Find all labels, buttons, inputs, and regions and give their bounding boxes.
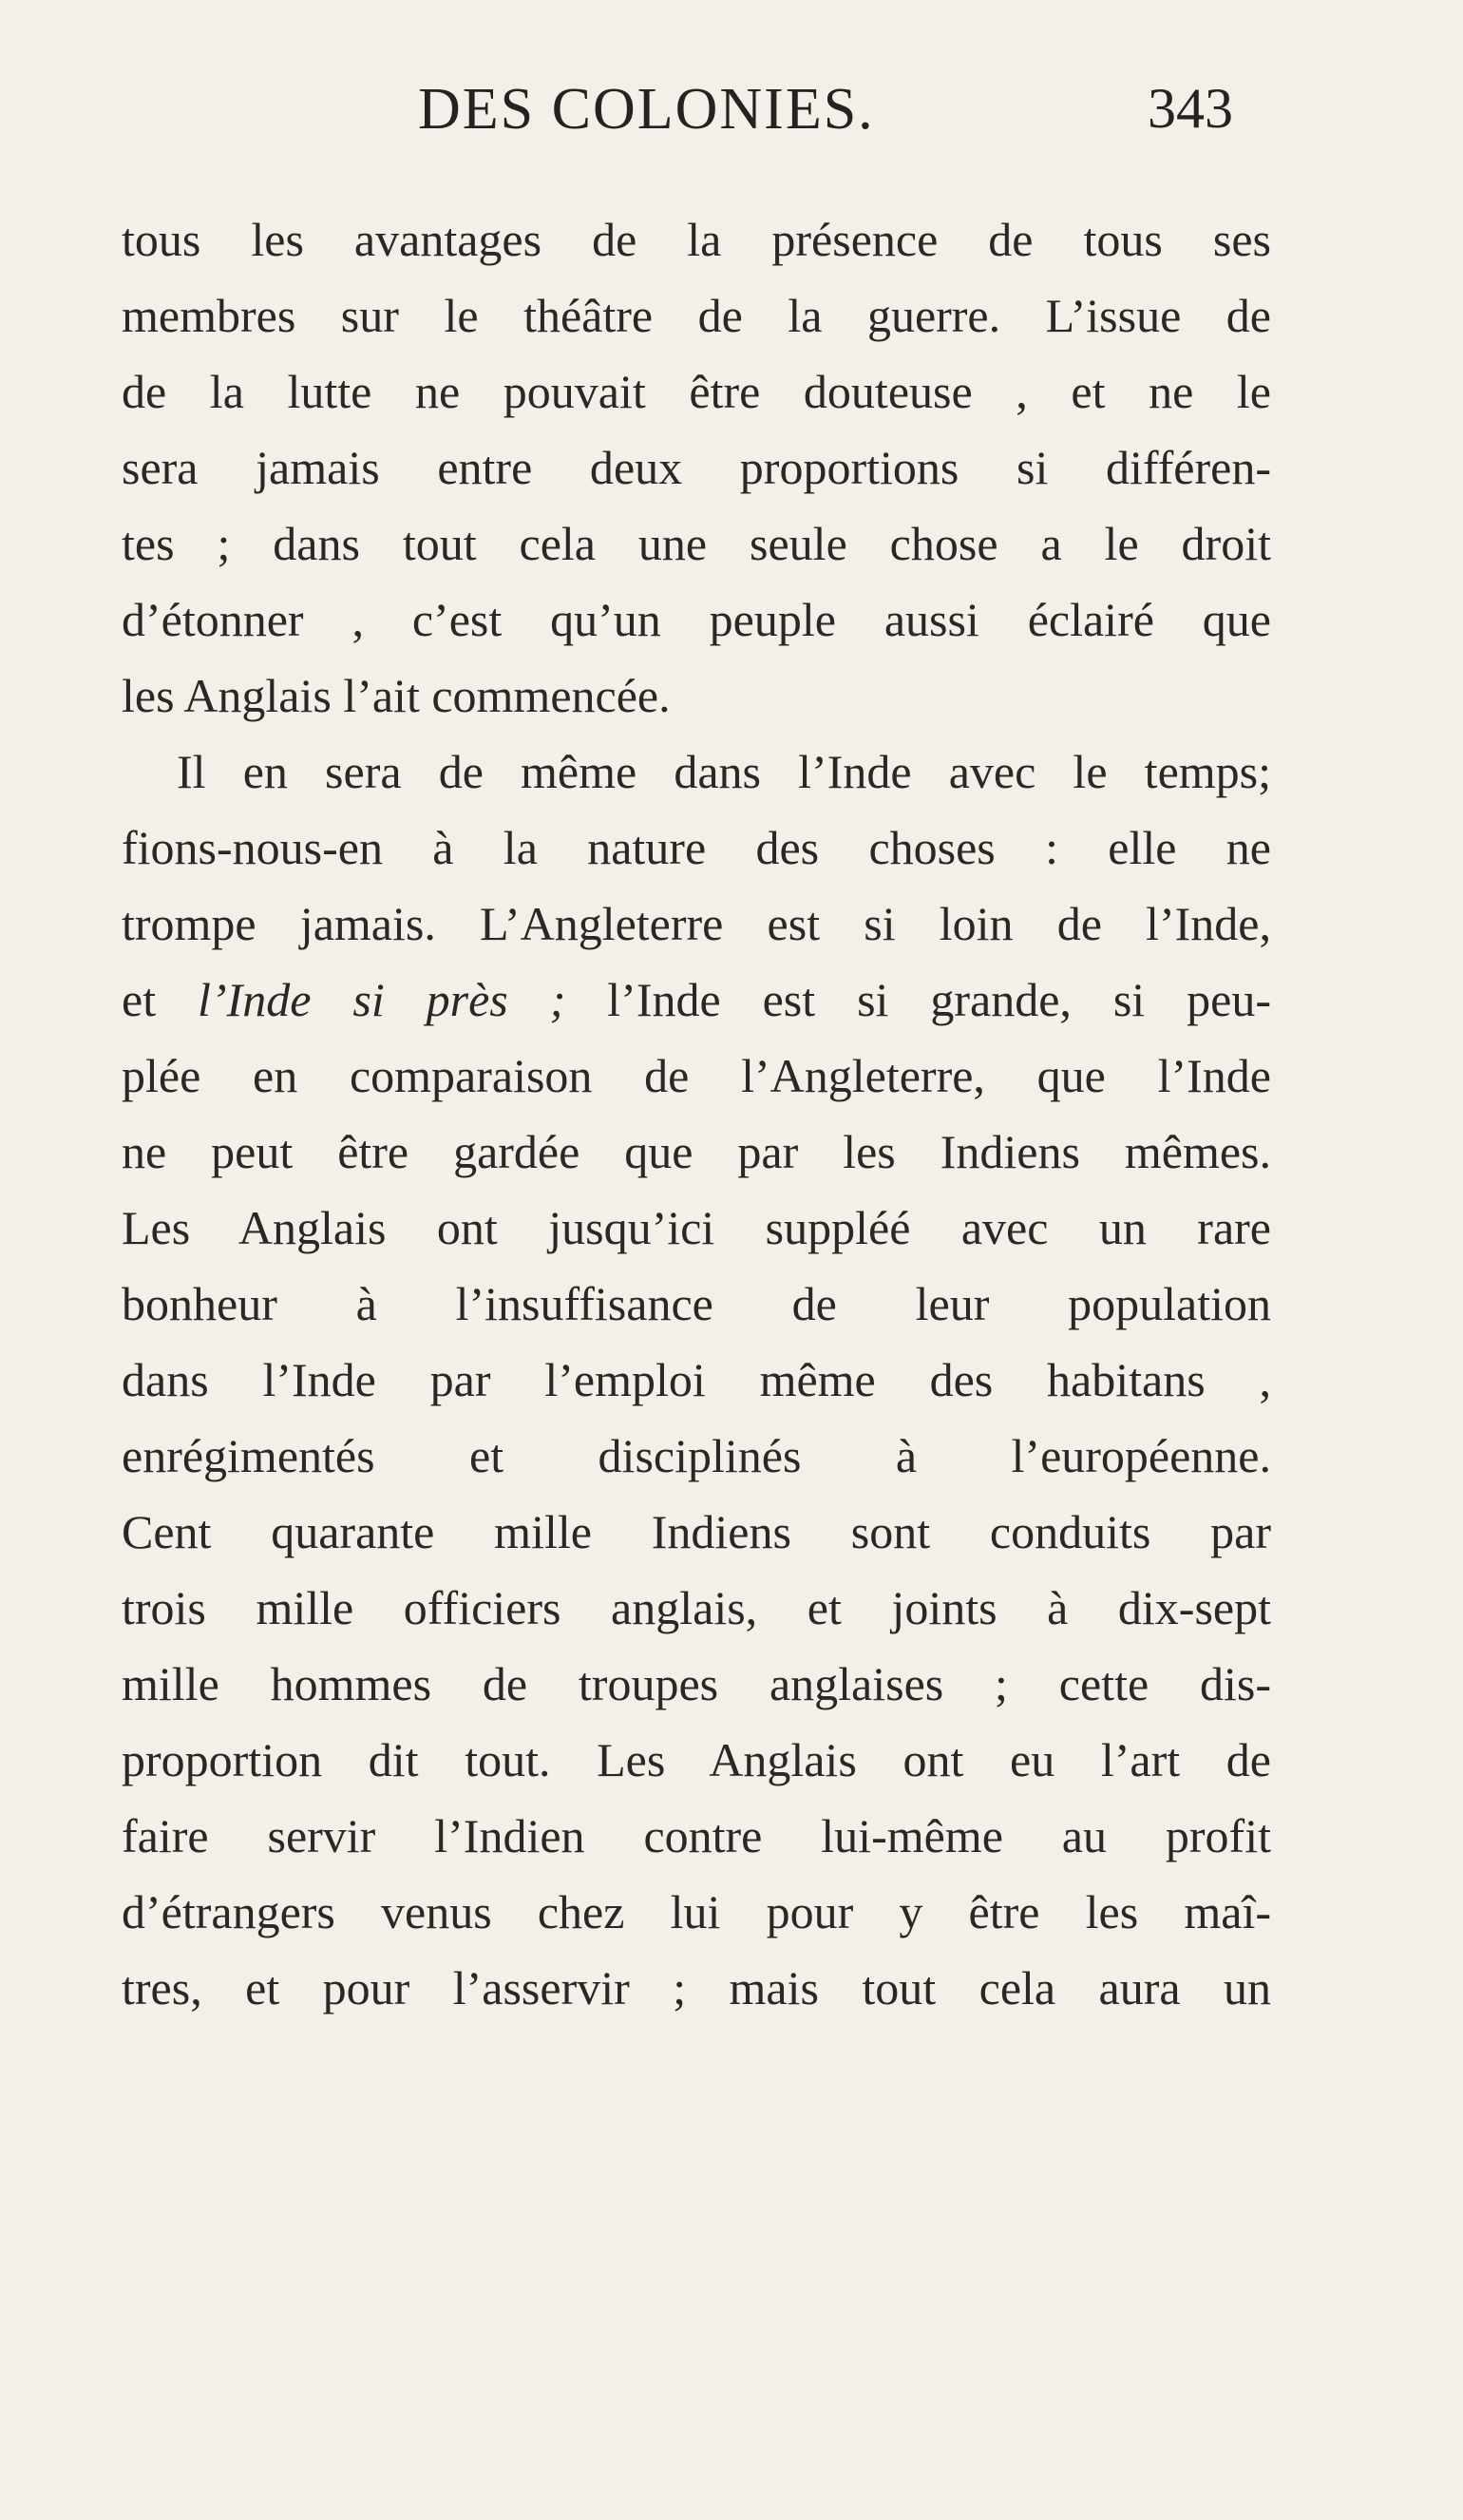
text-line: fions-nous-en à la nature des choses : elle ne xyxy=(122,821,1271,874)
text-line: plée en comparaison de l’Angleterre, que l’Inde xyxy=(122,1049,1271,1102)
text-line: d’étrangers venus chez lui pour y être les maî- xyxy=(122,1885,1271,1938)
text-line: mille hommes de troupes anglaises ; cette dis- xyxy=(122,1657,1271,1710)
text-line-with-italic xyxy=(122,962,1271,1038)
text-line: dans l’Inde par l’emploi même des habitans , xyxy=(122,1353,1271,1406)
body-text xyxy=(122,201,1271,2026)
text-line: de la lutte ne pouvait être douteuse , et ne le xyxy=(122,365,1271,418)
text-fragment: et xyxy=(122,973,199,1026)
text-line: tous les avantages de la présence de tous ses xyxy=(122,213,1271,266)
text-fragment: l’Inde est si grande, si peu- xyxy=(565,973,1271,1026)
page-header xyxy=(0,76,1463,162)
page-number: 343 xyxy=(1148,77,1233,140)
text-line: les Anglais l’ait commencée. xyxy=(122,669,671,722)
text-line: Les Anglais ont jusqu’ici suppléé avec un rare xyxy=(122,1201,1271,1254)
text-line: proportion dit tout. Les Anglais ont eu l’art de xyxy=(122,1733,1271,1786)
text-line: trois mille officiers anglais, et joints à dix-sept xyxy=(122,1581,1271,1634)
text-line: enrégimentés et disciplinés à l’européenne. xyxy=(122,1429,1271,1482)
text-line: d’étonner , c’est qu’un peuple aussi éclairé que xyxy=(122,593,1271,646)
running-title: DES COLONIES. xyxy=(418,77,875,142)
text-line: faire servir l’Indien contre lui-même au profit xyxy=(122,1809,1271,1862)
text-line: Cent quarante mille Indiens sont conduits par xyxy=(122,1505,1271,1558)
paragraph-start-line: Il en sera de même dans l’Inde avec le temps; xyxy=(177,745,1271,798)
text-line: tres, et pour l’asservir ; mais tout cela aura un xyxy=(122,1961,1271,2014)
text-line: trompe jamais. L’Angleterre est si loin de l’Inde, xyxy=(122,897,1271,950)
italic-fragment: l’Inde si près ; xyxy=(198,973,566,1026)
text-line: membres sur le théâtre de la guerre. L’issue de xyxy=(122,289,1271,342)
text-line: bonheur à l’insuffisance de leur population xyxy=(122,1277,1271,1330)
text-line: tes ; dans tout cela une seule chose a le droit xyxy=(122,517,1271,570)
text-line: sera jamais entre deux proportions si différen- xyxy=(122,441,1271,494)
text-line: ne peut être gardée que par les Indiens mêmes. xyxy=(122,1125,1271,1178)
